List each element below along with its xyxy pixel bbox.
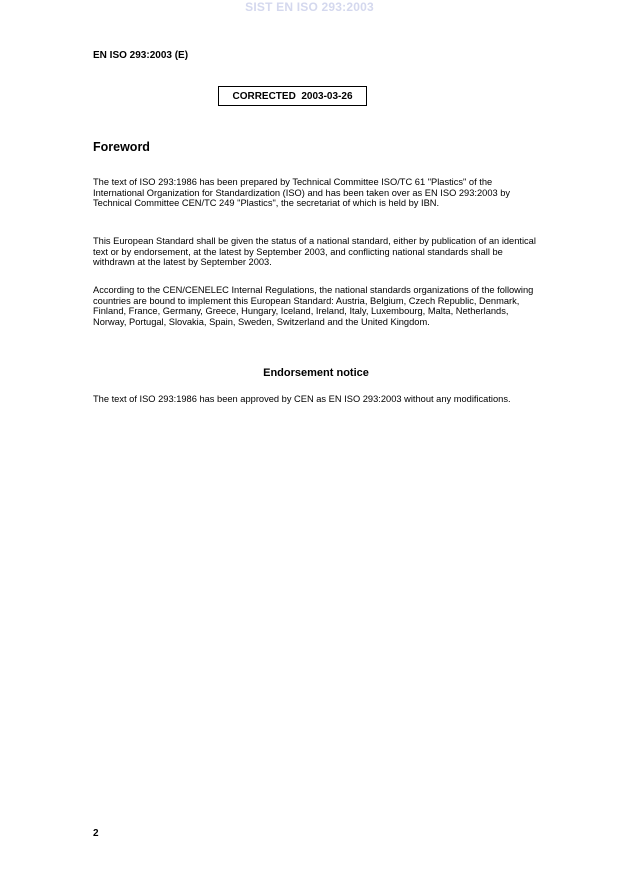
endorsement-heading: Endorsement notice bbox=[263, 367, 369, 379]
page-number: 2 bbox=[93, 828, 99, 839]
endorsement-paragraph: The text of ISO 293:1986 has been approved by CEN as EN ISO 293:2003 without any modifications. bbox=[93, 394, 511, 404]
foreword-paragraph-2: This European Standard shall be given the status of a national standard, either by publication of an identical text or by endorsement, at the latest by September 2003, and conflicting national standards shall be withdrawn at the latest by September 2003. bbox=[93, 236, 536, 268]
watermark: SIST EN ISO 293:2003 bbox=[245, 0, 374, 14]
foreword-heading: Foreword bbox=[93, 140, 150, 154]
foreword-paragraph-3: According to the CEN/CENELEC Internal Regulations, the national standards organizations of the following countries are bound to implement this European Standard: Austria, Belgium, Czech Republic, Denmark, Finland, France, Germany, Greece, Hungary, Iceland, Ireland, Italy, Luxembourg, Malta, Netherlands, Norway, Portugal, Slovakia, Spain, Sweden, Switzerland and the United Kingdom. bbox=[93, 285, 534, 328]
document-id: EN ISO 293:2003 (E) bbox=[93, 50, 189, 61]
foreword-paragraph-1: The text of ISO 293:1986 has been prepared by Technical Committee ISO/TC 61 "Plastics" of the International Organization for Standardization (ISO) and has been taken over as EN ISO 293:2003 by Technical Committee CEN/TC 249 "Plastics", the secretariat of which is held by IBN. bbox=[93, 177, 511, 209]
corrected-stamp: CORRECTED 2003-03-26 bbox=[218, 86, 367, 106]
